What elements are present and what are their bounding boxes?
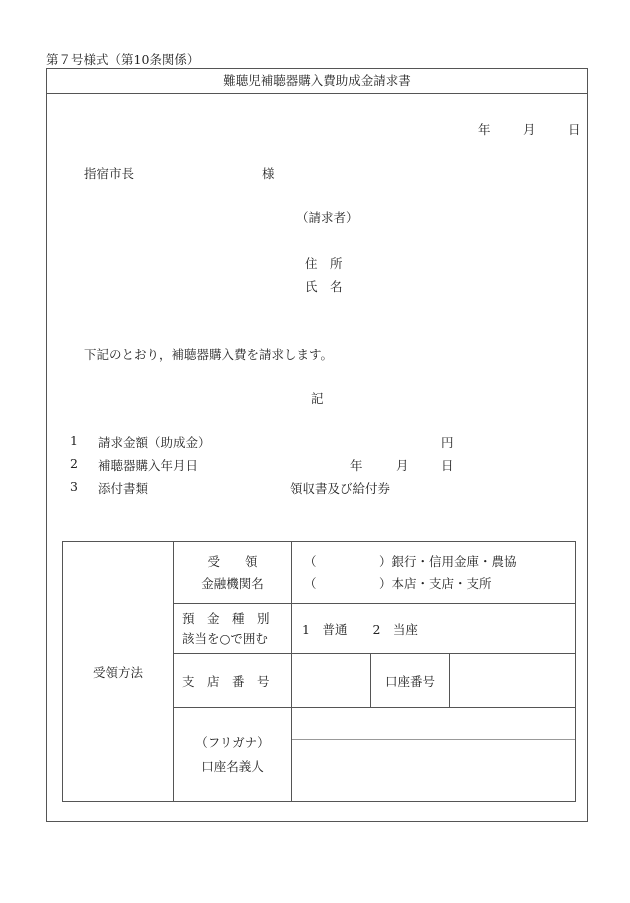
account-holder-label: 口座名義人	[201, 758, 264, 774]
furigana-label: （フリガナ）	[195, 734, 270, 750]
ki-heading: 記	[311, 391, 324, 406]
requester-label: （請求者）	[296, 210, 359, 225]
form-number: 第７号様式（第10条関係）	[46, 52, 200, 67]
deposit-type-label: 預 金 種 別	[182, 610, 270, 626]
item-2-num: 2	[70, 456, 78, 471]
bank-table	[62, 541, 576, 802]
bank-type-line: （ ）銀行・信用金庫・農協	[304, 553, 517, 569]
account-holder-field[interactable]	[292, 708, 576, 802]
item-3-value: 領収書及び給付券	[290, 481, 391, 496]
institution-label: 金融機関名	[201, 575, 264, 591]
item-2-year: 年	[350, 458, 363, 473]
item-1-value: 円	[441, 435, 454, 450]
form-title: 難聴児補聴器購入費助成金請求書	[47, 69, 587, 94]
deposit-type-options[interactable]: 1 普通 2 当座	[292, 604, 576, 654]
branch-number-field[interactable]	[292, 654, 371, 708]
item-3-label: 添付書類	[98, 481, 149, 496]
item-2-month: 月	[396, 458, 409, 473]
receive-label: 受 領	[207, 553, 258, 569]
item-1-num: 1	[70, 433, 78, 448]
account-holder-name-field[interactable]	[292, 740, 575, 801]
account-number-label: 口座番号	[371, 654, 450, 708]
receive-method-label: 受領方法	[63, 542, 174, 802]
item-1-label: 請求金額（助成金）	[98, 435, 211, 450]
item-3-num: 3	[70, 479, 78, 494]
furigana-field[interactable]	[292, 708, 575, 740]
institution-header	[174, 542, 292, 604]
deposit-type-instruction: 該当を○で囲む	[182, 630, 268, 646]
branch-type-line: （ ）本店・支店・支所	[304, 575, 492, 591]
addressee-honorific: 様	[262, 166, 275, 181]
item-2-day: 日	[441, 458, 454, 473]
deposit-type-header	[174, 604, 292, 654]
account-number-field[interactable]	[450, 654, 576, 708]
branch-number-label: 支 店 番 号	[174, 654, 292, 708]
address-label: 住 所	[305, 256, 343, 271]
body-text: 下記のとおり，補聴器購入費を請求します。	[84, 347, 334, 362]
addressee-name: 指宿市長	[84, 166, 135, 181]
institution-name-field[interactable]	[292, 542, 576, 604]
date-year: 年	[478, 122, 491, 137]
account-holder-header	[174, 708, 292, 802]
name-label: 氏 名	[305, 279, 343, 294]
date-day: 日	[568, 122, 581, 137]
date-month: 月	[523, 122, 536, 137]
item-2-label: 補聴器購入年月日	[98, 458, 199, 473]
